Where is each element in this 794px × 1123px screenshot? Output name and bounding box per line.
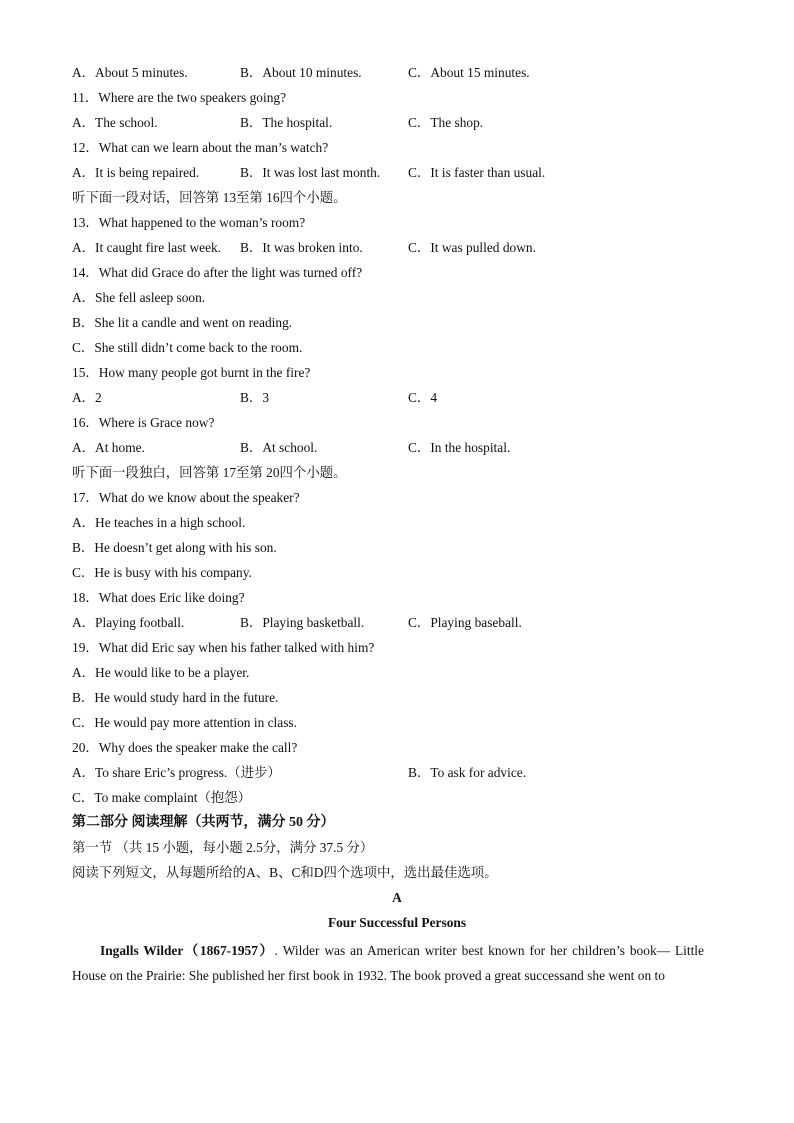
q17-option-c: C．He is busy with his company.	[72, 565, 252, 580]
q12-option-b: B．It was lost last month.	[240, 165, 381, 180]
part2-section1: 第一节 （共 15 小题，每小题 2.5分，满分 37.5 分）	[72, 840, 374, 855]
q19-question: 19．What did Eric say when his father talked with him?	[72, 640, 375, 655]
q18-option-b: B．Playing basketball.	[240, 615, 365, 630]
q14-option-a: A．She fell asleep soon.	[72, 290, 206, 305]
listening-instruction-2: 听下面一段独白，回答第 17至第 20四个小题。	[72, 465, 347, 480]
q10-options	[72, 63, 732, 88]
q11-option-a: A．The school.	[72, 115, 158, 130]
paragraph-1-lead: Ingalls Wilder（1867-1957）	[100, 943, 275, 958]
q10-option-b: B．About 10 minutes.	[240, 65, 362, 80]
q13-option-a: A．It caught fire last week.	[72, 240, 222, 255]
q20-options	[72, 763, 732, 788]
listening-instruction-1: 听下面一段对话，回答第 13至第 16四个小题。	[72, 190, 347, 205]
q16-option-b: B．At school.	[240, 440, 318, 455]
q13-question: 13．What happened to the woman’s room?	[72, 215, 306, 230]
q15-options	[72, 388, 732, 413]
q19-option-b: B．He would study hard in the future.	[72, 690, 279, 705]
q15-option-b: B．3	[240, 390, 270, 405]
q18-options	[72, 613, 732, 638]
q13-option-b: B．It was broken into.	[240, 240, 363, 255]
q13-option-c: C．It was pulled down.	[408, 240, 536, 255]
q15-question: 15．How many people got burnt in the fire?	[72, 365, 311, 380]
q18-option-a: A．Playing football.	[72, 615, 185, 630]
q16-option-a: A．At home.	[72, 440, 145, 455]
q15-option-c: C．4	[408, 390, 438, 405]
q12-options	[72, 163, 732, 188]
q14-question: 14．What did Grace do after the light was turned off?	[72, 265, 363, 280]
q17-option-a: A．He teaches in a high school.	[72, 515, 246, 530]
passage-paragraph-1	[72, 938, 704, 988]
q16-options	[72, 438, 732, 463]
part2-instruction: 阅读下列短文，从每题所给的A、B、C和D四个选项中，选出最佳选项。	[72, 865, 498, 880]
q13-options	[72, 238, 732, 263]
paragraph-1-text: . Wilder was an American writer best known for her children’s book— Little House on the Prairie: She published her first book in 1932. The book proved a great successand she went on to	[72, 943, 704, 983]
q18-option-c: C．Playing baseball.	[408, 615, 522, 630]
q12-question: 12．What can we learn about the man’s watch?	[72, 140, 329, 155]
q20-option-b: B．To ask for advice.	[408, 765, 527, 780]
q18-question: 18．What does Eric like doing?	[72, 590, 245, 605]
q19-option-a: A．He would like to be a player.	[72, 665, 250, 680]
q14-option-c: C．She still didn’t come back to the room.	[72, 340, 303, 355]
q20-question: 20．Why does the speaker make the call?	[72, 740, 298, 755]
passage-title: Four Successful Persons	[327, 915, 467, 930]
q16-option-c: C．In the hospital.	[408, 440, 511, 455]
q11-option-c: C．The shop.	[408, 115, 484, 130]
q14-option-b: B．She lit a candle and went on reading.	[72, 315, 293, 330]
q20-option-a: A．To share Eric’s progress.（进步）	[72, 765, 281, 780]
q12-option-a: A．It is being repaired.	[72, 165, 200, 180]
q10-option-c: C．About 15 minutes.	[408, 65, 530, 80]
q10-option-a: A．About 5 minutes.	[72, 65, 188, 80]
q17-option-b: B．He doesn’t get along with his son.	[72, 540, 277, 555]
q16-question: 16．Where is Grace now?	[72, 415, 215, 430]
q15-option-a: A．2	[72, 390, 102, 405]
q19-option-c: C．He would pay more attention in class.	[72, 715, 297, 730]
part2-title: 第二部分 阅读理解（共两节，满分 50 分）	[72, 815, 335, 830]
document-body	[72, 63, 732, 988]
q11-question: 11．Where are the two speakers going?	[72, 90, 287, 105]
q20-option-c: C．To make complaint（抱怨）	[72, 790, 252, 805]
q12-option-c: C．It is faster than usual.	[408, 165, 546, 180]
q11-option-b: B．The hospital.	[240, 115, 333, 130]
passage-label: A	[392, 890, 402, 905]
q17-question: 17．What do we know about the speaker?	[72, 490, 300, 505]
q11-options	[72, 113, 732, 138]
